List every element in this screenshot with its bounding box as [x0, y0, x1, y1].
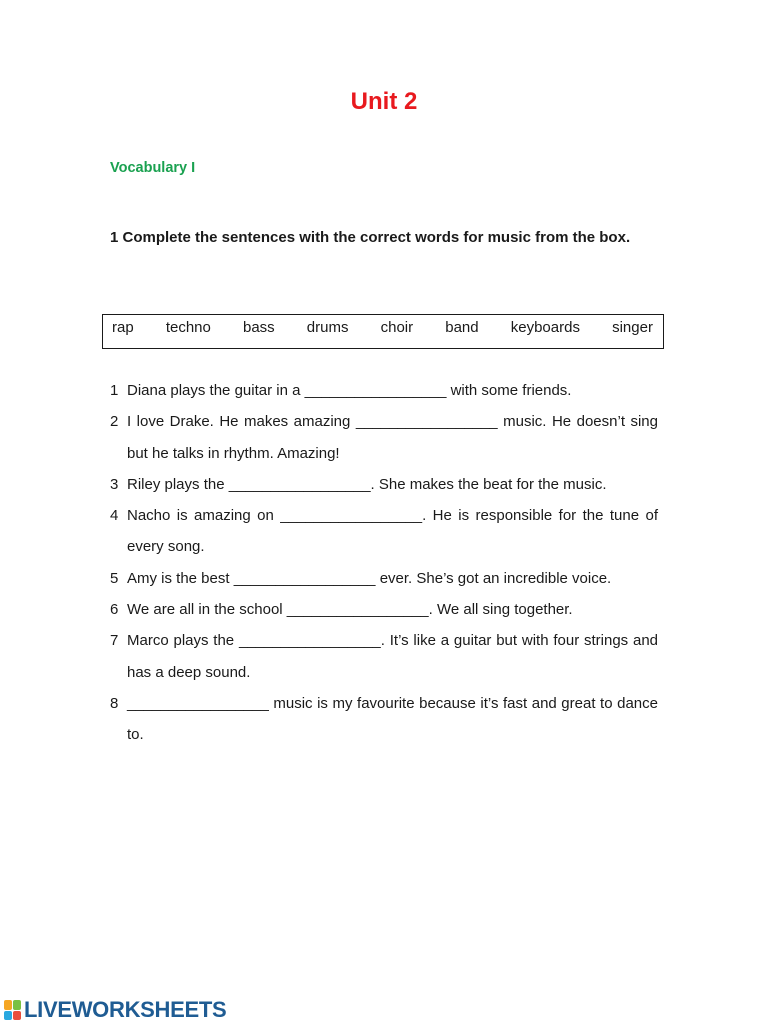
logo-tile: [4, 1011, 12, 1021]
exercise-sentence: Nacho is amazing on _________________. He is responsible for the tune of every song.: [127, 507, 658, 556]
exercise-number: 4: [110, 507, 119, 525]
logo-tile: [13, 1011, 21, 1021]
exercise-number: 2: [110, 413, 119, 431]
exercise-number: 3: [110, 475, 119, 493]
exercise-sentence: Amy is the best _________________ ever. She’s got an incredible voice.: [127, 569, 612, 587]
exercise-item: [110, 594, 658, 625]
word-box-item: choir: [380, 319, 414, 336]
section-heading: Vocabulary I: [110, 160, 196, 176]
exercise-item: [110, 406, 658, 469]
exercise-sentence: Diana plays the guitar in a _________________ with some friends.: [127, 382, 572, 399]
word-box-item: singer: [612, 319, 653, 336]
exercise-list: [110, 375, 658, 751]
exercise-item: [110, 375, 658, 406]
liveworksheets-logo-icon: [4, 1000, 21, 1020]
exercise-sentence: I love Drake. He makes amazing _________________ music. He doesn’t sing but he talks in rhythm. Amazing!: [127, 413, 658, 462]
word-box-item: techno: [165, 319, 211, 336]
exercise-item: [110, 563, 658, 594]
logo-tile: [13, 1000, 21, 1010]
word-box-item: bass: [242, 319, 275, 336]
exercise-number: 8: [110, 694, 119, 712]
exercise-item: [110, 469, 658, 500]
page-title: Unit 2: [350, 88, 418, 115]
word-box-item: drums: [306, 319, 349, 336]
exercise-sentence: Riley plays the _________________. She makes the beat for the music.: [127, 475, 607, 493]
exercise-instruction: 1 Complete the sentences with the correct words for music from the box.: [110, 229, 631, 246]
word-box-item: band: [445, 319, 479, 336]
logo-tile: [4, 1000, 12, 1010]
brand-name: LIVEWORKSHEETS: [24, 997, 227, 1022]
exercise-sentence: Marco plays the _________________. It’s like a guitar but with four strings and has a deep sound.: [127, 632, 658, 681]
exercise-number: 5: [110, 569, 119, 587]
exercise-sentence: _________________ music is my favourite because it’s fast and great to dance to.: [127, 694, 658, 744]
word-box: [102, 314, 664, 349]
word-box-item: rap: [112, 319, 134, 336]
exercise-number: 7: [110, 632, 119, 650]
exercise-item: [110, 625, 658, 688]
exercise-sentence: We are all in the school _________________. We all sing together.: [127, 601, 573, 619]
exercise-item: [110, 500, 658, 563]
word-box-item: keyboards: [510, 319, 580, 336]
footer-brand[interactable]: [4, 998, 226, 1022]
exercise-item: [110, 688, 658, 751]
exercise-number: 6: [110, 601, 119, 619]
exercise-number: 1: [110, 382, 119, 399]
